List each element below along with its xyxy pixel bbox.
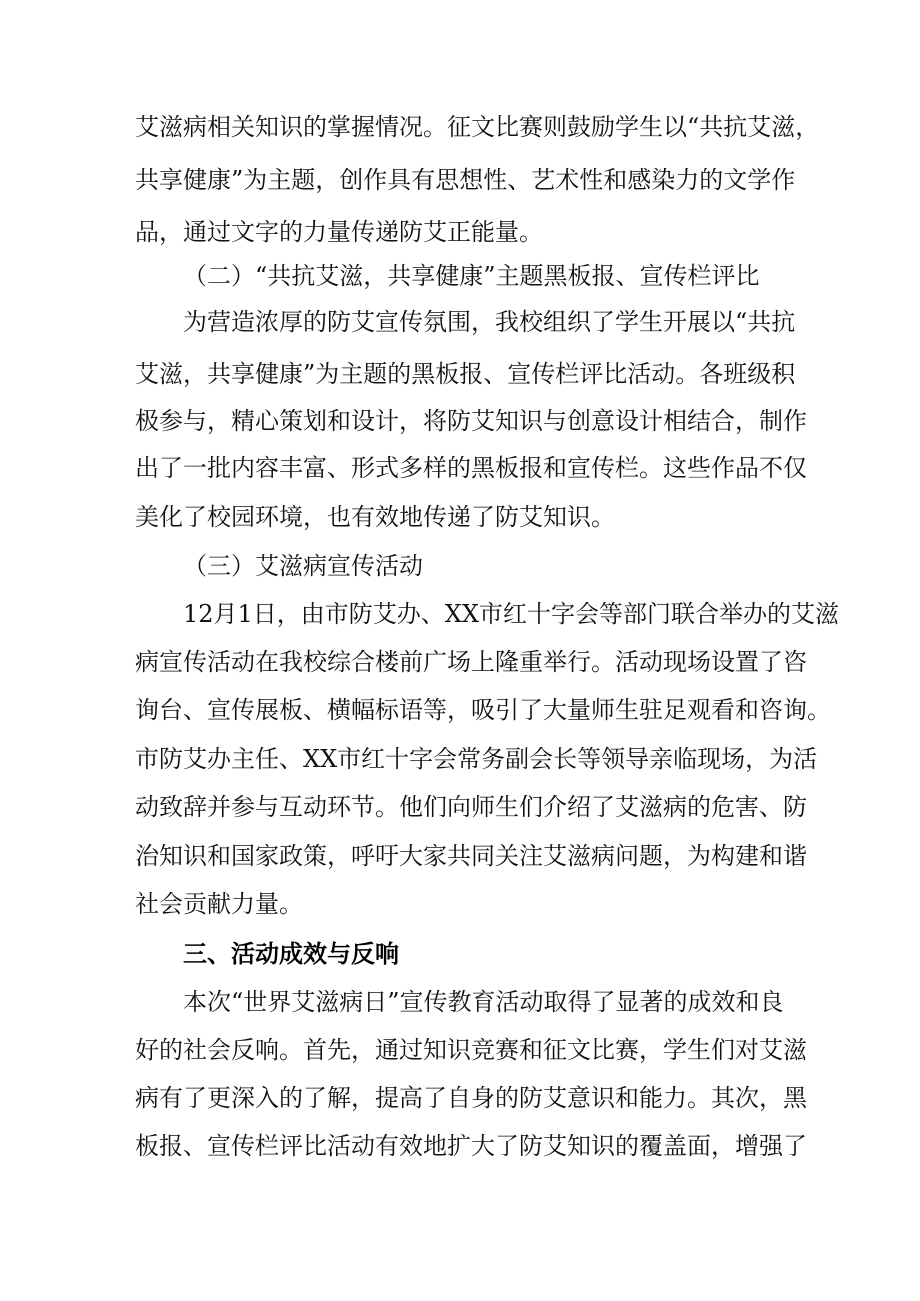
- paragraph-line: 出了一批内容丰富、形式多样的黑板报和宣传栏。这些作品不仅: [135, 454, 807, 482]
- paragraph-line: 动致辞并参与互动环节。他们向师生们介绍了艾滋病的危害、防: [135, 793, 807, 821]
- paragraph-line: 本次“世界艾滋病日”宣传教育活动取得了显著的成效和良: [183, 988, 784, 1016]
- paragraph-line: 社会贡献力量。: [135, 890, 303, 918]
- paragraph-line: 艾滋，共享健康”为主题的黑板报、宣传栏评比活动。各班级积: [135, 360, 796, 388]
- paragraph-line: 询台、宣传展板、横幅标语等，吸引了大量师生驻足观看和咨询。: [135, 696, 831, 724]
- paragraph-line: 极参与，精心策划和设计，将防艾知识与创意设计相结合，制作: [135, 407, 807, 435]
- subsection-heading: （二）“共抗艾滋，共享健康”主题黑板报、宣传栏评比: [183, 262, 760, 290]
- paragraph-line: 艾滋病相关知识的掌握情况。征文比赛则鼓励学生以“共抗艾滋，: [135, 113, 820, 141]
- paragraph-line: 病宣传活动在我校综合楼前广场上隆重举行。活动现场设置了咨: [135, 648, 807, 676]
- section-heading: 三、活动成效与反响: [183, 940, 399, 968]
- paragraph-line: 病有了更深入的了解，提高了自身的防艾意识和能力。其次，黑: [135, 1084, 807, 1112]
- paragraph-line: 美化了校园环境，也有效地传递了防艾知识。: [135, 503, 615, 531]
- subsection-heading: （三）艾滋病宣传活动: [183, 552, 423, 580]
- paragraph-line: 好的社会反响。首先，通过知识竞赛和征文比赛，学生们对艾滋: [135, 1036, 807, 1064]
- paragraph-line: 市防艾办主任、XX市红十字会常务副会长等领导亲临现场，为活: [135, 745, 818, 773]
- paragraph-line: 共享健康”为主题，创作具有思想性、艺术性和感染力的文学作: [135, 166, 796, 194]
- paragraph-line: 为营造浓厚的防艾宣传氛围，我校组织了学生开展以“共抗: [183, 308, 796, 336]
- paragraph-line: 治知识和国家政策，呼吁大家共同关注艾滋病问题，为构建和谐: [135, 842, 807, 870]
- paragraph-line: 板报、宣传栏评比活动有效地扩大了防艾知识的覆盖面，增强了: [135, 1132, 807, 1160]
- paragraph-line: 12月1日，由市防艾办、XX市红十字会等部门联合举办的艾滋: [183, 600, 839, 628]
- paragraph-line: 品，通过文字的力量传递防艾正能量。: [135, 218, 543, 246]
